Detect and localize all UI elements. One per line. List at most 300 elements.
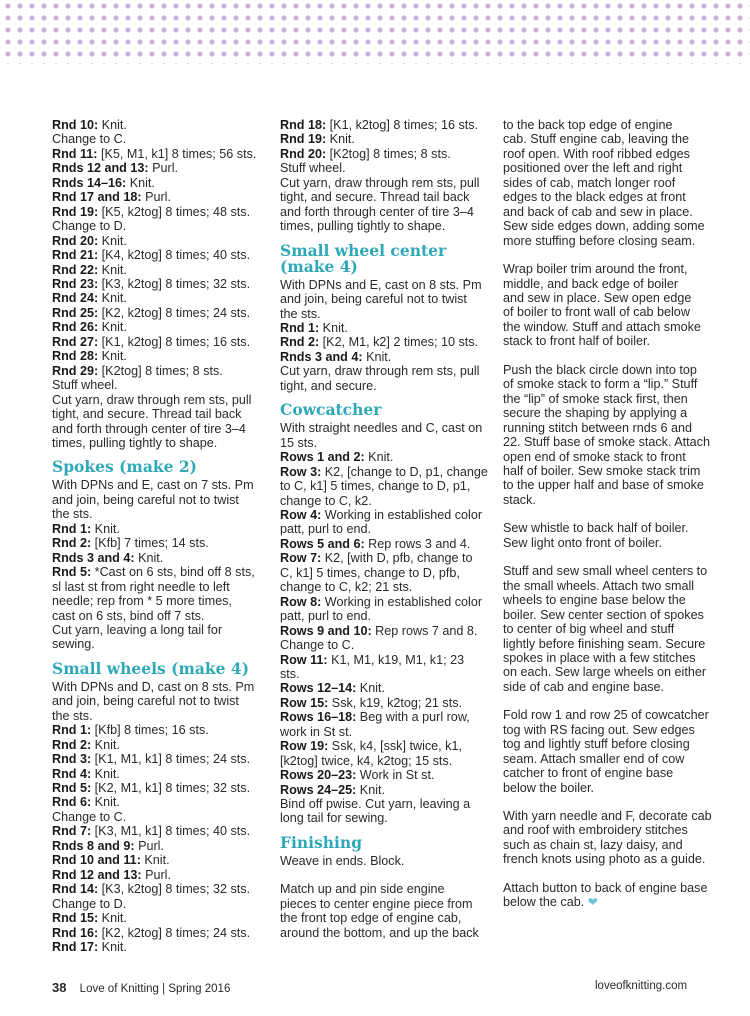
instruction-line [52,422,257,436]
instruction-line [280,768,485,782]
step-text: Change to D. [52,219,127,234]
instruction-line [280,508,485,522]
instruction-line [52,839,257,853]
small-wheel-center-instructions [280,278,485,394]
text-line: on each. Sew large wheels on either [503,665,707,680]
step-text: the sts. [52,708,93,723]
step-text: Knit. [91,795,120,810]
step-label: Rows 1 and 2: [280,450,365,465]
step-label: Rnd 10 and 11: [52,853,141,868]
instruction-line [280,653,485,667]
text-line: wheels to engine base below the [503,593,686,608]
instruction-line [52,176,257,190]
instruction-line [52,795,257,809]
step-label: Rnd 1: [280,320,320,335]
step-label: Rnd 19: [280,132,327,147]
step-label: Rnd 7: [52,824,92,839]
instruction-line [280,783,485,797]
step-text: times, pulling tightly to shape. [280,219,446,234]
step-text: and join, being careful not to twist [52,492,239,507]
instruction-line [280,132,485,146]
instruction-line [280,379,485,393]
step-label: Rnd 4: [52,766,92,781]
step-text: Rep rows 3 and 4. [364,536,471,551]
instruction-line [52,147,257,161]
step-text: Knit. [319,320,348,335]
text-line: spokes in place with a few stitches [503,650,696,665]
step-text: Ssk, k19, k2tog; 21 sts. [328,695,462,710]
instruction-line [52,623,257,637]
text-line-content: below the cab. [503,895,585,910]
paragraph [503,118,713,248]
text-line: Stuff and sew small wheel centers to [503,564,708,579]
step-text: [K4, k2tog] 8 times; 40 sts. [98,248,251,263]
text-line: 22. Stuff base of smoke stack. Attach [503,435,710,450]
instruction-line [52,609,257,623]
instruction-line [52,781,257,795]
step-label: Rnd 26: [52,320,99,335]
step-label: Rnd 18: [280,118,327,132]
step-label: Rnd 12 and 13: [52,867,142,882]
step-text: [K5, M1, k1] 8 times; 56 sts. [97,146,257,161]
instruction-line [280,176,485,190]
instruction-line [52,738,257,752]
step-text: With DPNs and E, cast on 7 sts. Pm [52,478,254,493]
finishing-instructions-1 [280,854,485,868]
heart-icon: ❤ [587,895,598,910]
step-label: Rnd 27: [52,334,99,349]
text-line: Weave in ends. Block. [280,853,405,868]
step-text: *Cast on 6 sts, bind off 8 sts, [91,565,255,580]
step-text: Knit. [98,911,127,926]
step-label: Rnd 10: [52,118,99,132]
step-text: [Kfb] 7 times; 14 sts. [91,536,209,551]
step-text: Purl. [134,838,164,853]
step-text: sewing. [52,637,95,652]
step-text: cast on 6 sts, bind off 7 sts. [52,608,205,623]
step-text: [K3, k2tog] 8 times; 32 sts. [98,882,251,897]
step-text: Knit. [356,782,386,797]
footer-left [52,980,230,995]
finishing-instructions-2 [280,882,485,940]
step-text: Knit. [98,320,127,335]
step-text: Change to C. [280,638,355,653]
step-text: [K5, k2tog] 8 times; 48 sts. [98,204,251,219]
column-2 [280,118,488,940]
step-label: Rnd 17 and 18: [52,190,142,205]
step-text: Cut yarn, draw through rem sts, pull [52,392,252,407]
text-line: Push the black circle down into top [503,362,697,377]
step-label: Rnd 24: [52,291,99,306]
step-text: Change to C. [52,809,127,824]
text-line: below the boiler. [503,780,595,795]
step-text: Knit. [364,450,394,465]
text-line: middle, and back edge of boiler [503,276,679,291]
step-text: work in St st. [280,724,353,739]
polka-dot-header-pattern [0,0,750,64]
heading-small-wheel-center-line2: (make 4) [280,256,358,276]
instruction-line [52,637,257,651]
step-text: long tail for sewing. [280,811,388,826]
step-label: Rnd 19: [52,204,99,219]
text-line: french knots using photo as a guide. [503,852,706,867]
instruction-line [280,147,485,161]
step-text: the sts. [280,306,321,321]
step-text: [K2, M1, k2] 2 times; 10 sts. [319,335,479,350]
instruction-line [52,306,257,320]
instruction-line [52,926,257,940]
step-text: Ssk, k4, [ssk] twice, k1, [328,739,462,754]
instruction-line [52,767,257,781]
step-label: Rows 5 and 6: [280,536,365,551]
step-text: [K3, M1, k1] 8 times; 40 sts. [91,824,251,839]
instruction-line [52,335,257,349]
instruction-line [280,479,485,493]
instruction-line [52,190,257,204]
heading-spokes: Spokes (make 2) [52,457,197,477]
step-text: K1, M1, k19, M1, k1; 23 [327,652,465,667]
text-line: Match up and pin side engine [280,882,445,897]
instruction-line [280,624,485,638]
step-text: Rep rows 7 and 8. [371,623,478,638]
instruction-line [52,507,257,521]
step-text: [K2tog] 8 times; 8 sts. [98,363,223,378]
step-label: Rnd 15: [52,911,99,926]
step-text: Knit. [326,132,355,147]
instruction-line [52,580,257,594]
step-text: With DPNs and E, cast on 8 sts. Pm [280,277,482,292]
step-text: With straight needles and C, cast on [280,421,483,436]
step-label: Rnds 3 and 4: [52,550,135,565]
step-label: Row 19: [280,739,329,754]
text-line: and roof with embroidery stitches [503,823,688,838]
step-text: Purl. [141,190,171,205]
step-text: Purl. [148,161,178,176]
step-text: Knit. [98,233,127,248]
step-text: [K1, k2tog] 8 times; 16 sts. [98,334,251,349]
step-text: [K3, k2tog] 8 times; 32 sts. [98,276,251,291]
instruction-line [52,407,257,421]
heading-finishing: Finishing [280,832,363,852]
instruction-line [280,292,485,306]
step-text: and forth through center of tire 3–4 [52,421,246,436]
text-line: stack to front half of boiler. [503,334,651,349]
step-text: [K2tog] 8 times; 8 sts. [326,146,451,161]
instruction-line [52,393,257,407]
text-line: of boiler to front wall of cab below [503,305,690,320]
heading-small-wheel-center [280,240,485,276]
step-text: change to C, k2. [280,493,372,508]
text-line: roof open. With roof ribbed edges [503,146,690,161]
step-label: Row 11: [280,652,328,667]
text-line: catcher to front of engine base [503,766,674,781]
text-line: secure the shaping by applying a [503,406,688,421]
spokes-instructions [52,478,257,651]
step-text: sts. [280,666,300,681]
text-line: the window. Stuff and attach smoke [503,319,701,334]
step-text: Knit. [362,349,392,364]
step-label: Rnd 17: [52,940,99,955]
step-text: Knit. [98,262,127,277]
footer-website: loveofknitting.com [595,980,688,992]
instruction-line [280,754,485,768]
text-line: Sew light onto front of boiler. [503,535,662,550]
step-text: [Kfb] 8 times; 16 sts. [91,723,209,738]
step-label: Rnds 3 and 4: [280,349,363,364]
text-line: and sew in place. Sew open edge [503,290,692,305]
step-label: Rows 9 and 10: [280,623,372,638]
instruction-line [280,537,485,551]
step-text: Cut yarn, leaving a long tail for [52,622,223,637]
text-line: stack. [503,492,536,507]
instruction-line [280,494,485,508]
step-text: [K2, k2tog] 8 times; 24 sts. [98,925,251,940]
instruction-line [52,493,257,507]
step-text: the sts. [52,507,93,522]
step-text: [k2tog] twice, k4, k2tog; 15 sts. [280,753,453,768]
instruction-line [52,810,257,824]
instruction-line [52,205,257,219]
step-text: Working in established color [321,594,483,609]
step-label: Rnd 5: [52,781,92,796]
text-line: edges to the black edges at front [503,190,686,205]
step-text: Knit. [98,291,127,306]
instruction-line [280,566,485,580]
cowcatcher-instructions [280,421,488,826]
instruction-line [52,291,257,305]
text-line: the small wheels. Attach two small [503,578,695,593]
instruction-line [280,681,485,695]
text-line: positioned over the left and right [503,161,683,176]
instruction-line [280,321,485,335]
step-text: Bind off pwise. Cut yarn, leaving a [280,797,471,812]
step-label: Rnd 5: [52,565,92,580]
step-label: Row 4: [280,507,322,522]
step-label: Rnd 6: [52,795,92,810]
step-text: Change to D. [52,896,127,911]
step-text: C, k1] 5 times, change to D, pfb, [280,565,460,580]
step-text: and forth through center of tire 3–4 [280,204,474,219]
instruction-line [52,594,257,608]
step-label: Rnd 11: [52,146,98,161]
magazine-credit: Love of Knitting | Spring 2016 [79,983,231,995]
page-number: 38 [52,980,67,995]
step-text: Purl. [141,867,171,882]
paragraph [503,708,713,795]
instruction-line [280,595,485,609]
instruction-line [280,350,485,364]
paragraph [503,363,713,508]
text-line: around the bottom, and up the back [280,925,479,940]
small-wheels-instructions [52,680,257,955]
finishing-paragraphs [503,118,713,881]
text-line: boiler. Sew center section of spokes [503,607,704,622]
step-text: Knit. [140,853,170,868]
step-text: K2, [with D, pfb, change to [321,551,473,566]
step-text: patt, purl to end. [280,522,372,537]
instruction-line [52,680,257,694]
instruction-line [52,161,257,175]
step-text: Stuff wheel. [280,161,346,176]
instruction-line [280,551,485,565]
text-line: side of cab and engine base. [503,679,665,694]
instruction-line [280,811,485,825]
instruction-line [52,234,257,248]
step-label: Rnd 28: [52,349,99,364]
instruction-line [52,436,257,450]
step-label: Rnd 25: [52,305,99,320]
step-label: Rnd 1: [52,723,92,738]
instruction-line [280,696,485,710]
instruction-line [52,277,257,291]
text-line: running stitch between rnds 6 and [503,420,693,435]
text-line: to center of big wheel and stuff [503,622,675,637]
instruction-line [280,710,485,724]
instruction-line [280,638,485,652]
step-text: Change to C. [52,132,127,147]
heading-small-wheel-center-line1: Small wheel center [280,240,447,260]
step-label: Rnd 29: [52,363,99,378]
step-label: Rows 12–14: [280,681,357,696]
instruction-line [280,667,485,681]
instruction-line [52,882,257,896]
text-line: With yarn needle and F, decorate cab [503,809,712,824]
step-text: [K2, k2tog] 8 times; 24 sts. [98,305,251,320]
instruction-line [52,118,257,132]
instruction-line [280,609,485,623]
instruction-line [280,797,485,811]
step-label: Rnds 14–16: [52,175,127,190]
step-label: Rows 24–25: [280,782,357,797]
instruction-line [52,853,257,867]
step-label: Rnd 22: [52,262,99,277]
step-label: Rows 20–23: [280,768,357,783]
text-line: Attach button to back of engine base [503,880,708,895]
instruction-line [280,205,485,219]
step-label: Row 3: [280,464,322,479]
step-text: [K1, k2tog] 8 times; 16 sts. [326,118,479,132]
step-text: tight, and secure. Thread tail back [52,407,242,422]
step-text: Cut yarn, draw through rem sts, pull [280,364,480,379]
instruction-line [52,897,257,911]
instruction-line [280,219,485,233]
instruction-line [52,551,257,565]
instruction-line [52,320,257,334]
instruction-line [52,263,257,277]
text-line: open end of smoke stack to front [503,449,686,464]
instruction-line [52,565,257,579]
step-text: tight, and secure. Thread tail back [280,190,470,205]
text-line: of smoke stack to form a “lip.” Stuff [503,377,698,392]
step-label: Rnd 23: [52,276,99,291]
instruction-line [52,364,257,378]
step-text: K2, [change to D, p1, change [321,464,488,479]
step-label: Rnd 21: [52,248,99,263]
instruction-line [52,694,257,708]
column-3 [503,118,713,910]
step-text: [K2, M1, k1] 8 times; 32 sts. [91,781,251,796]
step-text: Working in established color [321,507,483,522]
instruction-line [280,580,485,594]
paragraph [503,262,713,349]
instruction-line [52,752,257,766]
column-1 [52,118,257,954]
text-line: tog and lightly stuff before closing [503,737,690,752]
step-text: tight, and secure. [280,378,377,393]
small-wheels-instructions-continued [280,118,485,234]
instruction-line [52,248,257,262]
wheel-instructions-continued [52,118,257,450]
instruction-line [280,278,485,292]
step-label: Rnd 2: [280,335,320,350]
step-text: patt, purl to end. [280,609,372,624]
text-line: seam. Attach smaller end of cow [503,751,685,766]
step-text: sl last st from right needle to left [52,579,230,594]
paragraph [503,521,713,550]
step-text: 15 sts. [280,435,318,450]
text-line: to the back top edge of engine [503,118,673,132]
instruction-line [52,824,257,838]
step-label: Rnd 20: [52,233,99,248]
step-text: With DPNs and D, cast on 8 sts. Pm [52,679,255,694]
instruction-line [52,868,257,882]
instruction-line [280,335,485,349]
instruction-line [280,522,485,536]
step-text: Knit. [98,349,127,364]
instruction-line [52,723,257,737]
instruction-line [280,161,485,175]
step-label: Rnd 14: [52,882,99,897]
text-line: to the upper half and base of smoke [503,478,704,493]
text-line: Sew side edges down, adding some [503,219,705,234]
text-line: Sew whistle to back half of boiler. [503,521,689,536]
instruction-line [52,709,257,723]
text-line: cab. Stuff engine cab, leaving the [503,132,690,147]
heading-cowcatcher: Cowcatcher [280,400,382,420]
instruction-line [52,536,257,550]
text-line: Fold row 1 and row 25 of cowcatcher [503,708,709,723]
step-label: Rnds 8 and 9: [52,838,135,853]
text-line: such as chain st, lazy daisy, and [503,837,683,852]
instruction-line [280,450,485,464]
instruction-line [52,132,257,146]
step-text: to C, k1] 5 times, change to D, p1, [280,479,471,494]
step-text: Work in St st. [356,768,435,783]
instruction-line [52,940,257,954]
step-label: Rnd 1: [52,521,92,536]
step-text: Cut yarn, draw through rem sts, pull [280,175,480,190]
text-line: half of boiler. Sew smoke stack trim [503,463,701,478]
step-label: Rnd 2: [52,536,92,551]
paragraph [503,809,713,867]
step-text: Knit. [134,550,164,565]
instruction-line [280,307,485,321]
step-text: Knit. [98,940,127,955]
step-label: Rnd 2: [52,737,92,752]
instruction-line [280,190,485,204]
instruction-line [52,349,257,363]
heading-small-wheels: Small wheels (make 4) [52,658,250,678]
instruction-line [52,522,257,536]
text-line: tog with RS facing out. Sew edges [503,722,695,737]
step-text: [K1, M1, k1] 8 times; 24 sts. [91,752,251,767]
instruction-line [280,421,485,435]
step-text: Knit. [91,521,120,536]
text-line: Wrap boiler trim around the front, [503,262,688,277]
step-label: Rnds 12 and 13: [52,161,149,176]
step-text: Knit. [98,118,127,132]
step-label: Rows 16–18: [280,710,357,725]
